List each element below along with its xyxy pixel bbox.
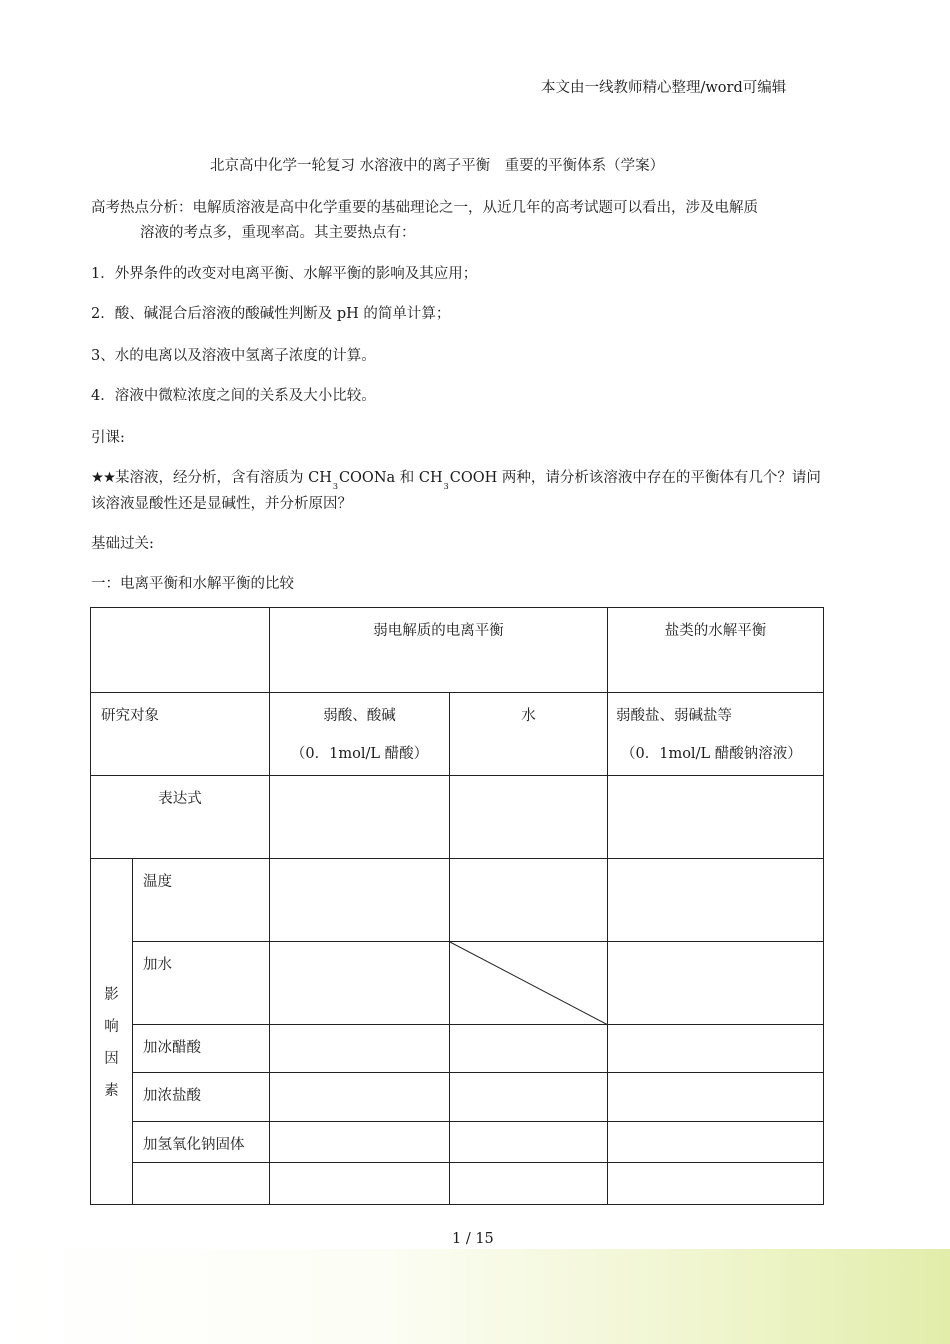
salts-text: 弱酸盐、弱碱盐等 bbox=[616, 708, 732, 724]
table-cell bbox=[608, 942, 824, 1025]
factors-char: 响 bbox=[104, 1019, 119, 1035]
factor-conc-hcl: 加浓盐酸 bbox=[133, 1073, 270, 1122]
table-cell bbox=[450, 1122, 608, 1163]
table-cell bbox=[450, 1025, 608, 1073]
table-cell bbox=[450, 776, 608, 859]
subscript-3: 3 bbox=[443, 482, 449, 491]
header-note: 本文由一线教师精心整理/word可编辑 bbox=[541, 80, 787, 96]
question-part-2: COONa 和 CH bbox=[338, 470, 443, 486]
point-2: 2．酸、碱混合后溶液的酸碱性判断及 pH 的简单计算； bbox=[91, 306, 451, 322]
factor-glacial-acetic-acid: 加冰醋酸 bbox=[133, 1025, 270, 1073]
table-cell bbox=[270, 776, 450, 859]
lead-in-label: 引课: bbox=[91, 430, 125, 446]
bottom-decoration bbox=[0, 1249, 950, 1344]
factor-add-water: 加水 bbox=[133, 942, 270, 1025]
table-cell bbox=[608, 859, 824, 942]
section-one-heading: 一：电离平衡和水解平衡的比较 bbox=[91, 576, 294, 592]
cell-water: 水 bbox=[450, 693, 608, 776]
weak-acid-example: （0．1mol/L 醋酸） bbox=[290, 746, 429, 762]
table-cell bbox=[270, 859, 450, 942]
table-row bbox=[91, 1025, 824, 1073]
row-label-object: 研究对象 bbox=[91, 693, 270, 776]
header-ionization: 弱电解质的电离平衡 bbox=[270, 608, 608, 693]
intro-line-2: 溶液的考点多，重现率高。其主要热点有： bbox=[140, 225, 416, 241]
header-hydrolysis: 盐类的水解平衡 bbox=[608, 608, 824, 693]
subscript-3: 3 bbox=[332, 482, 338, 491]
diagonal-cell bbox=[450, 942, 608, 1025]
table-cell bbox=[270, 942, 450, 1025]
page-number: 1 / 15 bbox=[452, 1231, 494, 1247]
point-3: 3、水的电离以及溶液中氢离子浓度的计算。 bbox=[91, 348, 376, 364]
question-part-1: 某溶液，经分析，含有溶质为 CH bbox=[115, 470, 332, 486]
point-4: 4．溶液中微粒浓度之间的关系及大小比较。 bbox=[91, 388, 376, 404]
table-cell bbox=[270, 1025, 450, 1073]
table-cell bbox=[608, 1073, 824, 1122]
cell-weak-acid bbox=[270, 693, 450, 776]
star-icons: ★★ bbox=[91, 470, 115, 486]
intro-line-1: 高考热点分析：电解质溶液是高中化学重要的基础理论之一，从近几年的高考试题可以看出，涉及电解质 bbox=[91, 200, 758, 216]
factor-temperature: 温度 bbox=[133, 859, 270, 942]
point-1: 1．外界条件的改变对电离平衡、水解平衡的影响及其应用； bbox=[91, 266, 478, 282]
basics-label: 基础过关: bbox=[91, 536, 154, 552]
table-row bbox=[91, 1122, 824, 1163]
factor-naoh-solid: 加氢氧化钠固体 bbox=[133, 1122, 270, 1163]
table-row bbox=[91, 693, 824, 776]
table-row bbox=[91, 776, 824, 859]
table-cell bbox=[450, 859, 608, 942]
factors-char: 因 bbox=[104, 1051, 119, 1067]
table-cell bbox=[450, 1163, 608, 1205]
weak-acid-base-text: 弱酸、酸碱 bbox=[323, 708, 396, 724]
document-title: 北京高中化学一轮复习 水溶液中的离子平衡 重要的平衡体系（学案） bbox=[210, 158, 665, 174]
table-cell bbox=[270, 1163, 450, 1205]
factors-char: 素 bbox=[104, 1083, 119, 1099]
table-cell bbox=[270, 1073, 450, 1122]
table-row bbox=[91, 1163, 824, 1205]
table-row bbox=[91, 942, 824, 1025]
table-row bbox=[91, 1073, 824, 1122]
table-row bbox=[91, 608, 824, 693]
factor-empty bbox=[133, 1163, 270, 1205]
table-row bbox=[91, 859, 824, 942]
table-cell bbox=[608, 1163, 824, 1205]
table-cell bbox=[608, 1025, 824, 1073]
table-cell bbox=[91, 608, 270, 693]
salts-example: （0．1mol/L 醋酸钠溶液） bbox=[621, 746, 802, 762]
row-label-expression: 表达式 bbox=[91, 776, 270, 859]
table-cell bbox=[608, 776, 824, 859]
comparison-table bbox=[90, 607, 824, 1205]
table-cell bbox=[608, 1122, 824, 1163]
factors-label bbox=[91, 859, 133, 1205]
question-part-3: COOH 两种，请分析该溶液中存在的平衡体有几个？请问 bbox=[449, 470, 821, 486]
cell-salts bbox=[608, 693, 824, 776]
table-cell bbox=[270, 1122, 450, 1163]
question-line-1 bbox=[91, 466, 821, 491]
factors-char: 影 bbox=[104, 987, 119, 1003]
table-cell bbox=[450, 1073, 608, 1122]
question-line-2: 该溶液显酸性还是显碱性，并分析原因？ bbox=[91, 496, 352, 512]
diagonal-line bbox=[450, 942, 608, 1025]
